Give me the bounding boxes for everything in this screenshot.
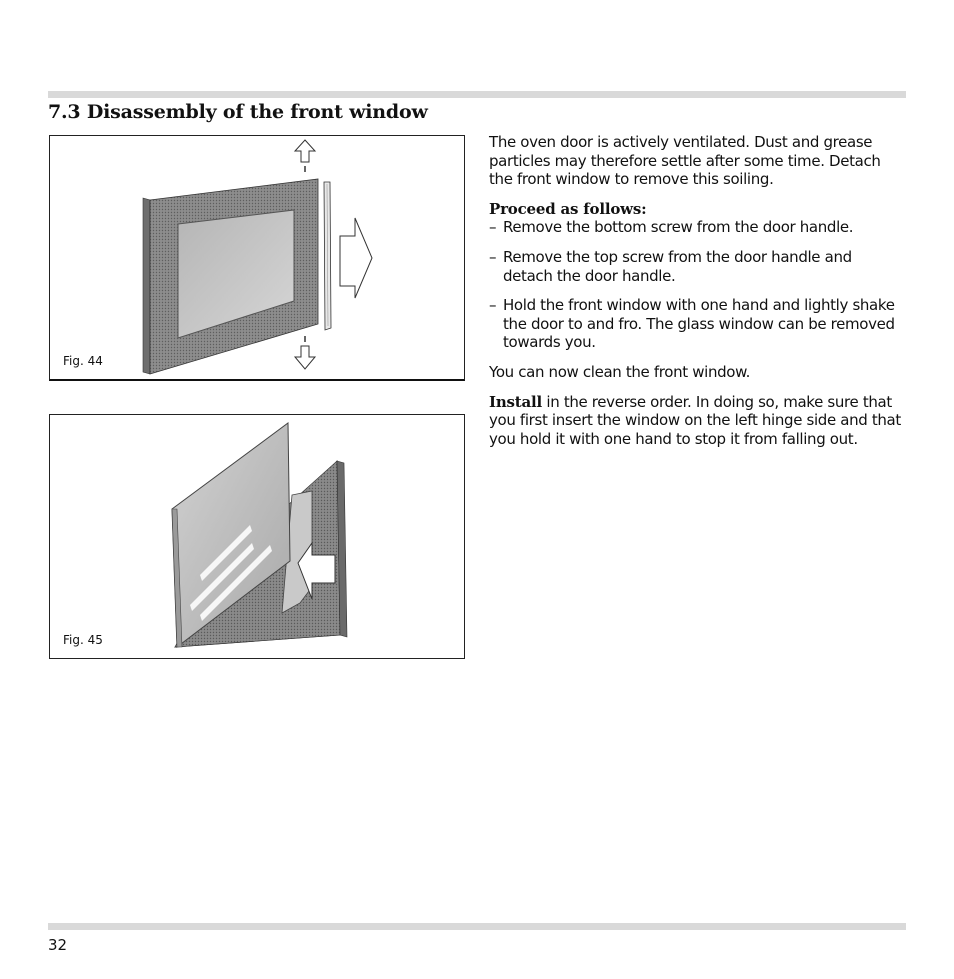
install-label: Install <box>489 392 543 411</box>
step-item: – Remove the bottom screw from the door handle. <box>489 218 905 237</box>
proceed-label-paragraph <box>489 200 905 219</box>
figure-44 <box>49 135 465 381</box>
install-paragraph <box>489 393 905 449</box>
figure-label: Fig. 45 <box>63 633 103 647</box>
step-item: – Hold the front window with one hand and lightly shake the door to and fro. The glass window can be removed towards you. <box>489 296 905 352</box>
section-heading: 7.3 Disassembly of the front window <box>48 101 428 123</box>
proceed-label: Proceed as follows: <box>489 199 647 218</box>
page-number: 32 <box>48 936 68 954</box>
clean-note: You can now clean the front window. <box>489 362 751 381</box>
header-rule <box>48 91 906 98</box>
intro-paragraph: The oven door is actively ventilated. Dust and grease particles may therefore settle after some time. Detach the front window to remove this soiling. <box>489 133 881 189</box>
steps-list <box>489 218 905 352</box>
footer-rule <box>48 923 906 930</box>
window-removal-illustration <box>50 415 464 658</box>
step-item: – Remove the top screw from the door handle and detach the door handle. <box>489 248 905 285</box>
install-text: in the reverse order. In doing so, make sure that you first insert the window on the left hinge side and that you hold it with one hand to stop it from falling out. <box>489 392 901 448</box>
instructions-text <box>489 133 905 459</box>
figure-45 <box>49 414 465 659</box>
figure-label: Fig. 44 <box>63 354 103 368</box>
door-handle-removal-illustration <box>50 136 464 379</box>
